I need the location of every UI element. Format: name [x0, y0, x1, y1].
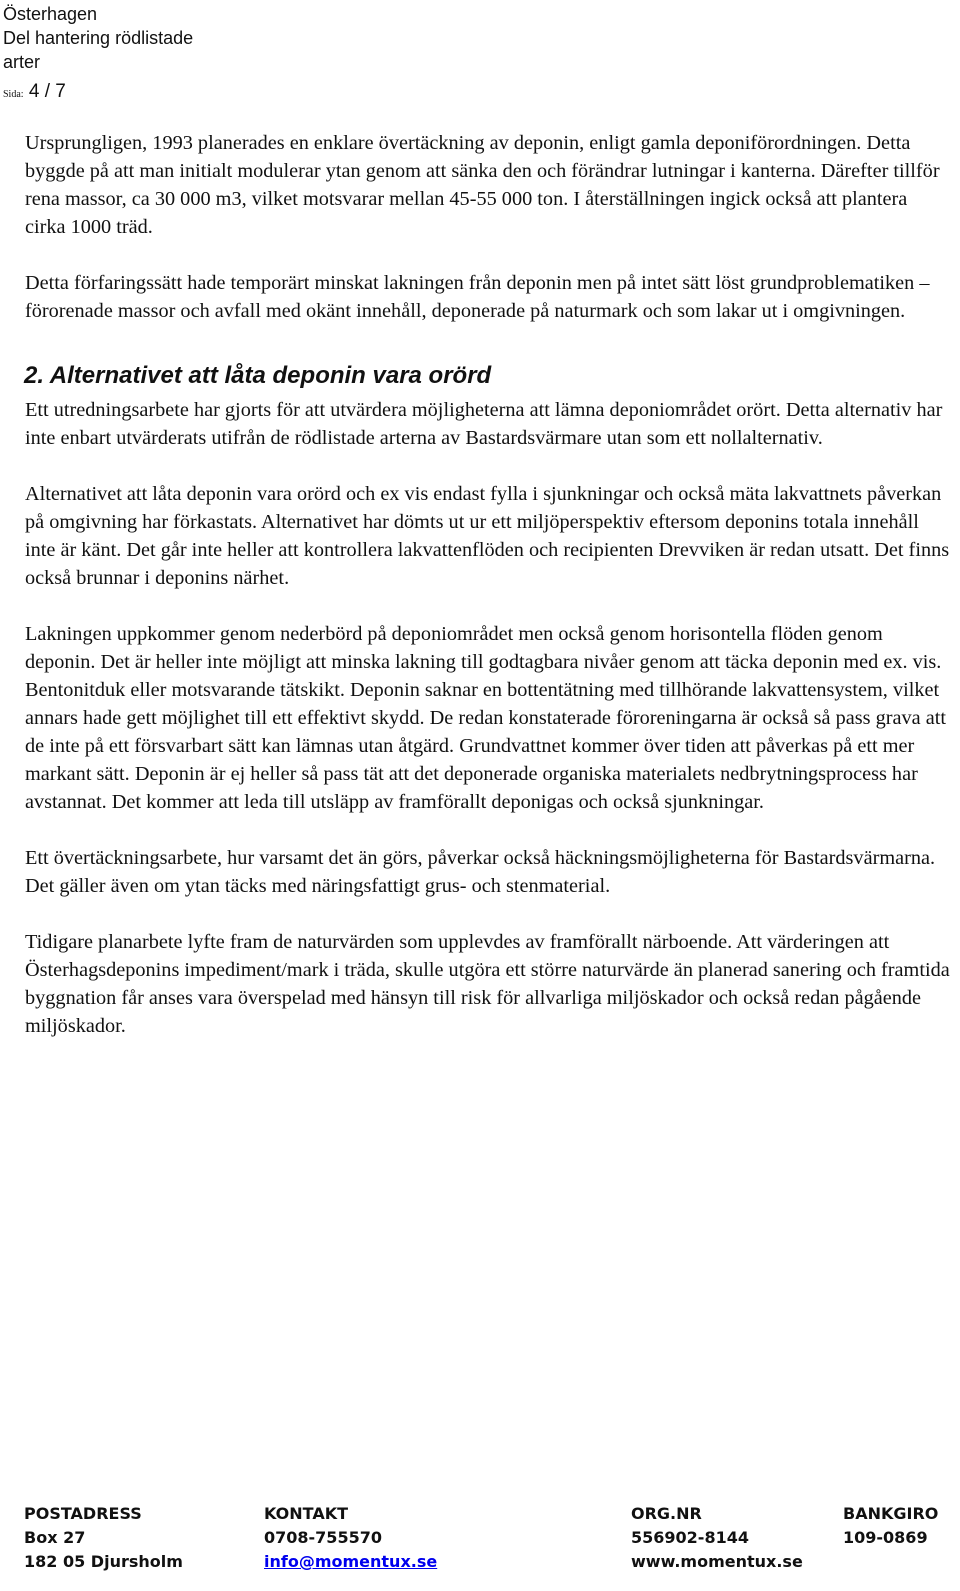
- footer-contact: [264, 1502, 437, 1574]
- paragraph: Tidigare planarbete lyfte fram de naturvärden som upplevdes av framförallt närboende. Att värderingen att Österhagsdeponins impediment/mark i träda, skulle utgöra ett större naturvärde än planerad sanering och framtida byggnation får anses vara överspelad med hänsyn till risk för allvarliga miljöskador och också redan pågående miljöskador.: [25, 931, 950, 1037]
- footer-bank-label: BANKGIRO: [843, 1504, 939, 1523]
- footer-address-box: Box 27: [24, 1528, 86, 1547]
- footer-address-label: POSTADRESS: [24, 1504, 142, 1523]
- footer-address: [24, 1502, 183, 1574]
- footer-bank: [843, 1502, 938, 1550]
- footer-website[interactable]: www.momentux.se: [631, 1552, 803, 1571]
- paragraph: Ursprungligen, 1993 planerades en enklare övertäckning av deponin, enligt gamla deponiförordningen. Detta byggde på att man initialt modulerar ytan genom att sänka den och förändrar lutningar i kanterna. Därefter tillför rena massor, ca 30 000 m3, vilket motsvarar mellan 45-55 000 ton. I återställningen ingick också att plantera cirka 1000 träd.: [25, 132, 940, 238]
- footer-org-label: ORG.NR: [631, 1504, 702, 1523]
- paragraph: Detta förfaringssätt hade temporärt minskat lakningen från deponin men på intet sätt löst grundproblematiken – förorenade massor och avfall med okänt innehåll, deponerade på naturmark och som lakar ut i omgivningen.: [25, 272, 930, 322]
- footer-email-link[interactable]: info@momentux.se: [264, 1552, 438, 1571]
- page-indicator: [3, 80, 193, 107]
- paragraph: Ett utredningsarbete har gjorts för att utvärdera möjligheterna att lämna deponiområdet orört. Detta alternativ har inte enbart utvärderats utifrån de rödlistade arterna av Bastardsvärmare utan som ett nollalternativ.: [25, 399, 943, 449]
- footer-org: [631, 1502, 803, 1574]
- page-label: Sida:: [3, 89, 24, 100]
- footer-contact-phone: 0708-755570: [264, 1528, 382, 1547]
- document-body: [25, 129, 950, 1068]
- company-name: Österhagen: [3, 4, 98, 24]
- document-header: [3, 2, 193, 107]
- paragraph: Lakningen uppkommer genom nederbörd på deponiområdet men också genom horisontella flöden genom deponin. Det är heller inte möjligt att minska lakning till godtagbara nivåer genom att täcka deponin med ex. vis. Bentonitduk eller motsvarande tätskikt. Deponin saknar en bottentätning med tillhörande lakvattensystem, vilket annars hade gett möjlighet till ett effektivt skydd. De redan konstaterade föroreningarna är också så pass grava att de inte på ett försvarbart sätt kan lämnas utan åtgärd. Grundvattnet kommer över tiden att påverkas på ett mer markant sätt. Deponin är ej heller så pass tät att det deponerade organiska materialets nedbrytningsprocess har avstannat. Det kommer att leda till utsläpp av framförallt deponigas och också sjunkningar.: [25, 623, 946, 813]
- paragraph: Alternativet att låta deponin vara orörd och ex vis endast fylla i sjunkningar och också mäta lakvattnets påverkan på omgivning har förkastats. Alternativet har dömts ut ur ett miljöperspektiv eftersom deponins totala innehåll inte är känt. Det går inte heller att kontrollera lakvattenflöden och recipienten Drevviken är redan utsatt. Det finns också brunnar i deponins närhet.: [25, 483, 950, 589]
- paragraph: Ett övertäckningsarbete, hur varsamt det än görs, påverkar också häckningsmöjligheterna för Bastardsvärmarna. Det gäller även om ytan täcks med näringsfattigt grus- och stenmaterial.: [25, 847, 936, 897]
- page-number: 4 / 7: [28, 81, 66, 102]
- footer-contact-label: KONTAKT: [264, 1504, 349, 1523]
- document-title-continued: arter: [3, 52, 41, 72]
- document-footer: [24, 1502, 949, 1580]
- section-heading: 2. Alternativet att låta deponin vara orörd: [24, 362, 492, 389]
- document-title: Del hantering rödlistade: [3, 28, 194, 48]
- footer-org-number: 556902-8144: [631, 1528, 749, 1547]
- footer-address-city: 182 05 Djursholm: [24, 1552, 183, 1571]
- footer-bank-number: 109-0869: [843, 1528, 928, 1547]
